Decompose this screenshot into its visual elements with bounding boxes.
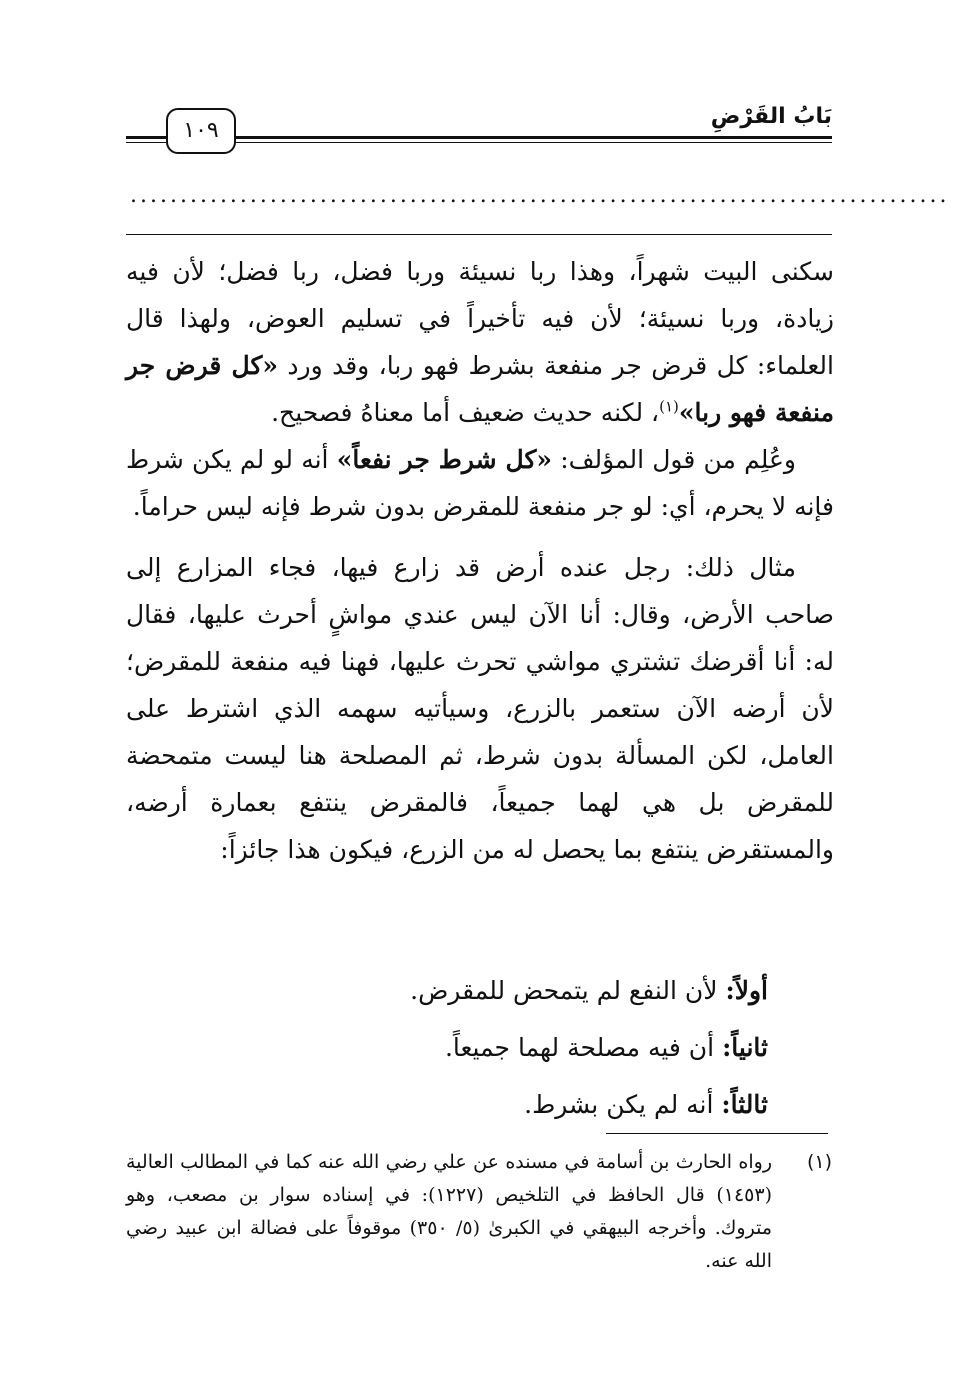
page-number: ١٠٩ [166,108,236,154]
footnote-text: رواه الحارث بن أسامة في مسنده عن علي رضي الله عنه كما في المطالب العالية (١٤٥٣) قال الحافظ في التلخيص (١٢٢٧): في إسناده سوار بن مصعب، وهو متروك. وأخرجه البيهقي في الكبرىٰ (٥/ ٣٥٠) موقوفاً على فضالة ابن عبيد رضي الله عنه. [126,1151,772,1272]
paragraph-1 [126,248,834,436]
paragraph-2-text-end: أنه لو لم يكن شرط فإنه لا يحرم، أي: لو جر منفعة للمقرض بدون شرط فإنه ليس حراماً. [126,445,834,521]
reason-item [208,1019,768,1076]
footnote-divider [606,1133,828,1134]
paragraph-2-text: وعُلِم من قول المؤلف: [552,445,796,474]
reason-text: أنه لم يكن بشرط. [524,1090,722,1119]
paragraph-2 [126,436,834,530]
header-rule-left-thin [126,142,166,143]
reason-label: أولاً: [725,976,768,1005]
reasons-list [208,962,768,1133]
header-rule-left [126,136,166,139]
paragraph-1-text: سكنى البيت شهراً، وهذا ربا نسيئة وربا فضل، ربا فضل؛ لأن فيه زيادة، وربا نسيئة؛ لأن فيه تأخيراً في تسليم العوض، ولهذا قال العلماء: كل قرض جر منفعة بشرط فهو ربا، وقد ورد [126,257,834,380]
footnote [126,1146,832,1278]
header-rule-thin [234,142,832,143]
page-header [126,100,832,156]
paragraph-3: مثال ذلك: رجل عنده أرض قد زارع فيها، فجاء المزارع إلى صاحب الأرض، وقال: أنا الآن ليس عندي مواشٍ أحرث عليها، فقال له: أنا أقرضك تشتري مواشي تحرث عليها، فهنا فيه منفعة للمقرض؛ لأن أرضه الآن ستعمر بالزرع، وسيأتيه سهمه الذي اشترط على العامل، لكن المسألة بدون شرط، ثم المصلحة هنا ليست متمحضة للمقرض بل هي لهما جميعاً، فالمقرض ينتفع بعمارة أرضه، والمستقرض ينتفع بما يحصل له من الزرع، فيكون هذا جائزاً: [126,553,834,864]
main-text [126,248,834,873]
footnote-number: (١) [806,1151,832,1173]
reason-text: أن فيه مصلحة لهما جميعاً. [444,1033,723,1062]
reason-item [208,962,768,1019]
reason-text: لأن النفع لم يتمحض للمقرض. [410,976,726,1005]
dotted-separator: .................................................................................. [130,183,950,208]
chapter-title: بَابُ القَرْضِ [710,104,832,129]
reason-item [208,1076,768,1133]
reason-label: ثانياً: [722,1033,768,1062]
paragraph-1-text-end: ، لكنه حديث ضعيف أما معناهُ فصحيح. [271,398,660,427]
reason-label: ثالثاً: [721,1090,768,1119]
footnote-ref: (١) [659,397,679,416]
header-rule [234,136,832,139]
author-quote: «كل شرط جر نفعاً» [336,445,553,474]
top-divider [126,234,832,235]
hadith-quote: «كل قرض جر منفعة فهو ربا» [126,351,834,427]
